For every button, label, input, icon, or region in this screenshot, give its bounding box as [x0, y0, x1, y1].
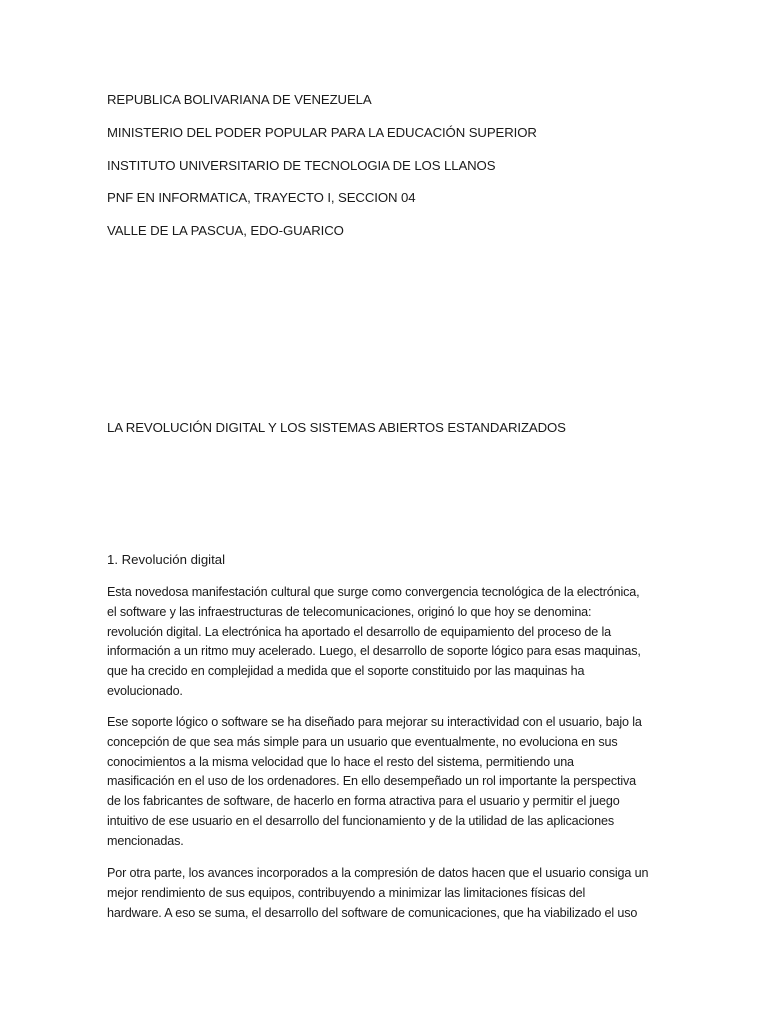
header-line-institute: INSTITUTO UNIVERSITARIO DE TECNOLOGIA DE LOS LLANOS: [107, 158, 496, 173]
paragraph-2: [107, 713, 663, 852]
paragraph-line: evolucionado.: [107, 683, 183, 698]
paragraph-line: conocimientos a la misma velocidad que lo hace el resto del sistema, permitiendo una: [107, 754, 574, 769]
header-line-program: PNF EN INFORMATICA, TRAYECTO I, SECCION 04: [107, 190, 416, 205]
paragraph-line: mencionadas.: [107, 833, 184, 848]
paragraph-line: masificación en el uso de los ordenadores. En ello desempeñado un rol importante la perspectiva: [107, 774, 637, 789]
paragraph-line: intuitivo de ese usuario en el desarrollo del funcionamiento y de la utilidad de las aplicaciones: [107, 813, 615, 828]
paragraph-line: Por otra parte, los avances incorporados a la compresión de datos hacen que el usuario consiga un: [107, 866, 649, 880]
section-heading: 1. Revolución digital: [107, 552, 226, 567]
paragraph-line: de los fabricantes de software, de hacerlo en forma atractiva para el usuario y permitir el juego: [107, 794, 620, 809]
paragraph-line: información a un ritmo muy acelerado. Luego, el desarrollo de soporte lógico para esas maquinas,: [107, 644, 641, 659]
document-title: LA REVOLUCIÓN DIGITAL Y LOS SISTEMAS ABIERTOS ESTANDARIZADOS: [107, 420, 566, 435]
paragraph-line: que ha crecido en complejidad a medida que el soporte constituido por las maquinas ha: [107, 664, 585, 679]
paragraph-line: hardware. A eso se suma, el desarrollo del software de comunicaciones, que ha viabilizado el uso: [107, 905, 638, 920]
paragraph-line: Esta novedosa manifestación cultural que surge como convergencia tecnológica de la electrónica,: [107, 585, 640, 599]
paragraph-1: [107, 583, 663, 702]
header-line-republic: REPUBLICA BOLIVARIANA DE VENEZUELA: [107, 92, 372, 107]
header-line-ministry: MINISTERIO DEL PODER POPULAR PARA LA EDUCACIÓN SUPERIOR: [107, 125, 537, 140]
paragraph-line: concepción de que sea más simple para un usuario que eventualmente, no evoluciona en sus: [107, 734, 618, 749]
paragraph-line: mejor rendimiento de sus equipos, contribuyendo a minimizar las limitaciones físicas del: [107, 885, 586, 900]
header-line-location: VALLE DE LA PASCUA, EDO-GUARICO: [107, 223, 344, 238]
paragraph-line: el software y las infraestructuras de telecomunicaciones, originó lo que hoy se denomina:: [107, 604, 592, 619]
paragraph-line: revolución digital. La electrónica ha aportado el desarrollo de equipamiento del proceso de la: [107, 624, 611, 639]
paragraph-3: [107, 864, 663, 923]
paragraph-line: Ese soporte lógico o software se ha diseñado para mejorar su interactividad con el usuario, bajo la: [107, 715, 642, 729]
